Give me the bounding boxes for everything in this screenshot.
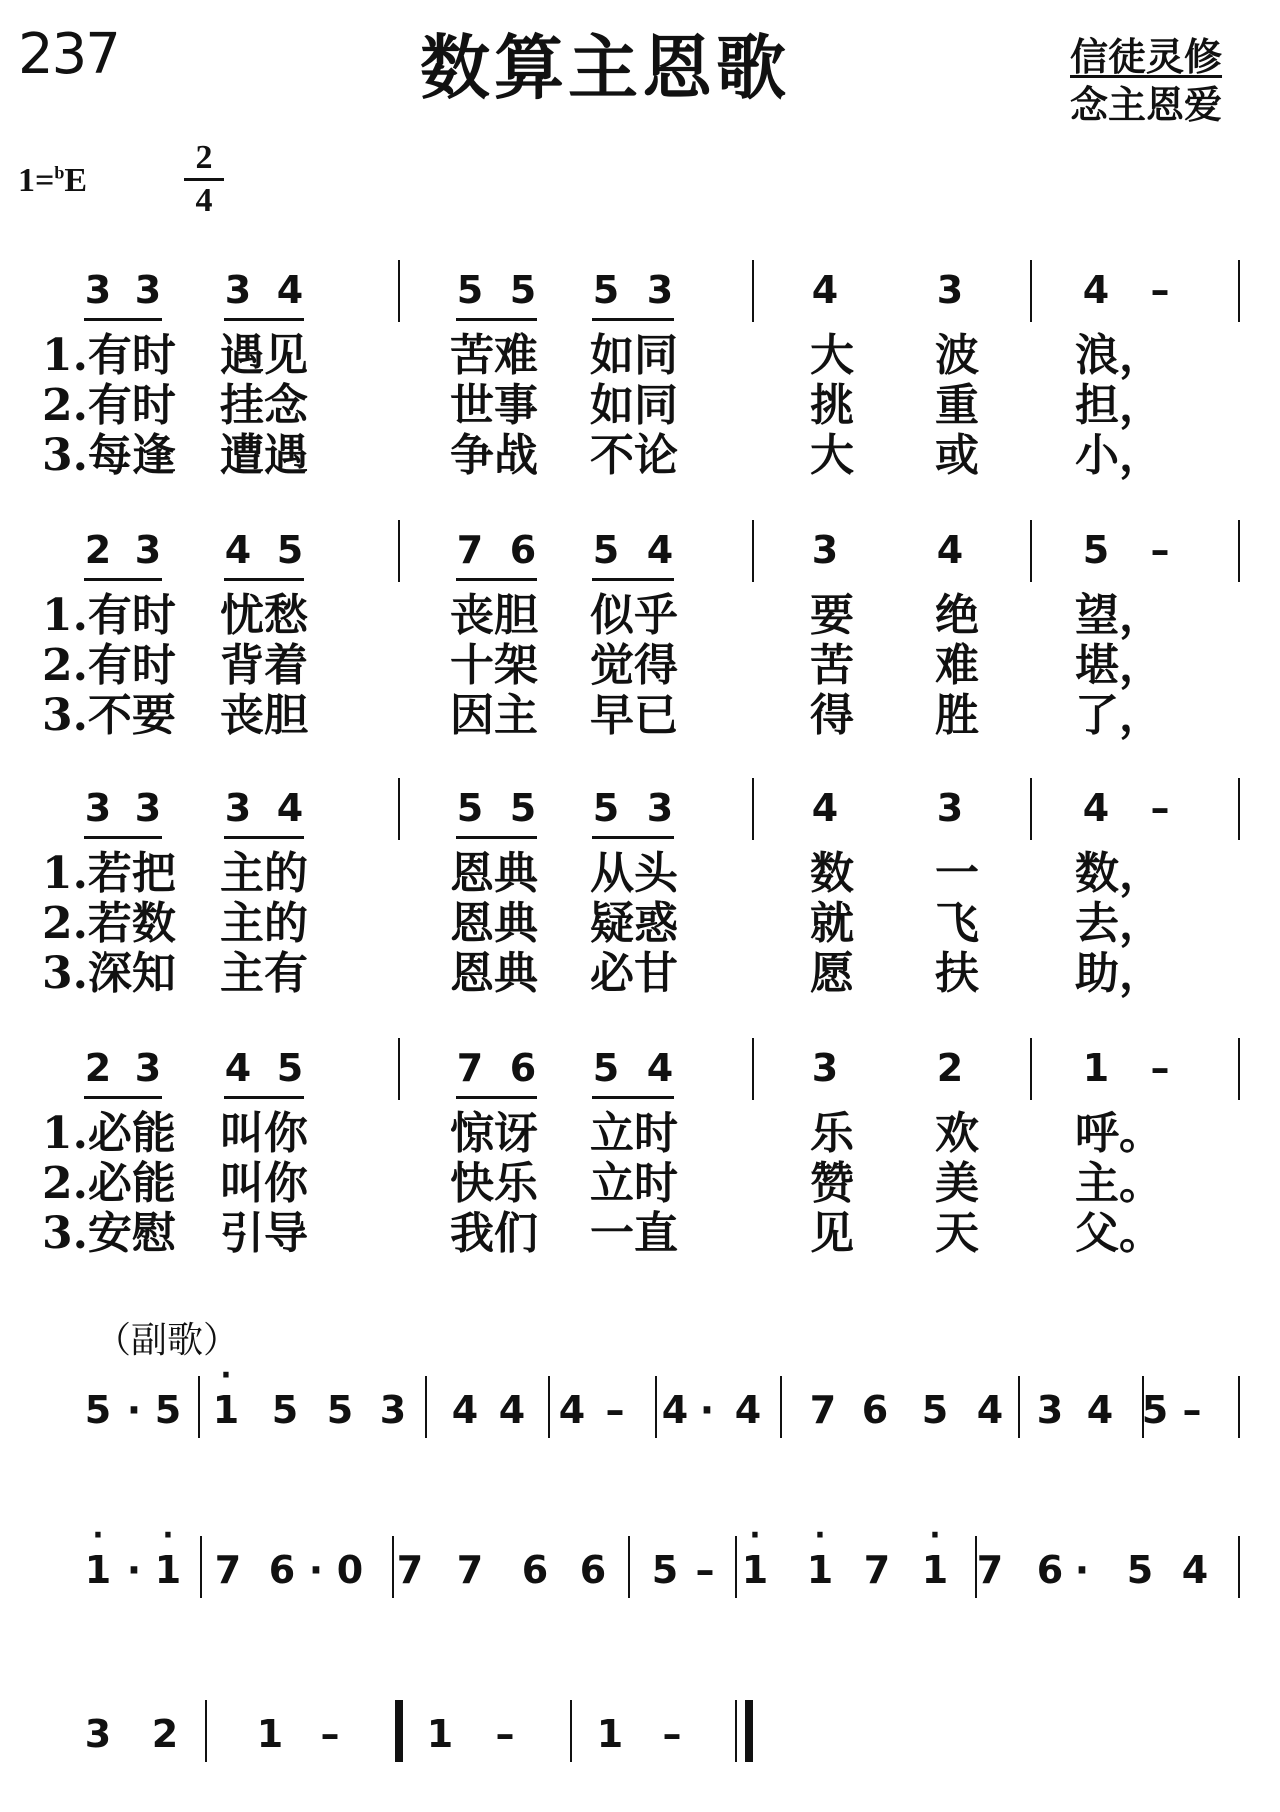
barline bbox=[398, 520, 400, 582]
refrain-note: 6 bbox=[1036, 1548, 1064, 1592]
refrain-note: 4 bbox=[976, 1388, 1004, 1432]
lyric-syllable: 立时 bbox=[590, 1158, 678, 1209]
lyric-syllable: 美 bbox=[935, 1158, 979, 1209]
note: 2 bbox=[84, 528, 112, 572]
note: 4 bbox=[646, 1046, 674, 1090]
lyric-syllable: 或 bbox=[935, 430, 979, 481]
note: 3 bbox=[811, 528, 839, 572]
note: 5 bbox=[456, 268, 484, 312]
lyric-syllable: 要 bbox=[810, 590, 854, 641]
lyric-syllable: 父。 bbox=[1075, 1208, 1163, 1259]
refrain-note: – bbox=[605, 1388, 625, 1432]
barline bbox=[1018, 1376, 1020, 1438]
lyric-syllable: 主有 bbox=[220, 948, 308, 999]
note: 3 bbox=[936, 786, 964, 830]
note: 4 bbox=[276, 786, 304, 830]
time-divider bbox=[184, 178, 224, 181]
lyric-syllable: 呼。 bbox=[1075, 1108, 1163, 1159]
lyric-syllable: 引导 bbox=[220, 1208, 308, 1259]
lyric-syllable: 2.有时 bbox=[42, 380, 176, 431]
refrain-note: · 1 bbox=[735, 1548, 775, 1592]
key-prefix: 1= bbox=[18, 162, 55, 199]
refrain-note: · 1 bbox=[206, 1388, 246, 1432]
refrain-note: 6 bbox=[579, 1548, 607, 1592]
refrain-note: 3 bbox=[379, 1388, 407, 1432]
note: 2 bbox=[84, 1046, 112, 1090]
refrain-note: · bbox=[126, 1548, 142, 1592]
lyric-syllable: 1.若把 bbox=[42, 848, 176, 899]
barline bbox=[1238, 260, 1240, 322]
refrain-note: 7 bbox=[863, 1548, 891, 1592]
barline bbox=[1238, 1038, 1240, 1100]
note: 3 bbox=[646, 786, 674, 830]
note: 3 bbox=[84, 786, 112, 830]
refrain-label: （副歌） bbox=[95, 1320, 240, 1361]
lyric-syllable: 乐 bbox=[810, 1108, 854, 1159]
note: 3 bbox=[134, 528, 162, 572]
lyric-syllable: 了， bbox=[1075, 690, 1163, 741]
refrain-note: 5 bbox=[1126, 1548, 1154, 1592]
lyric-syllable: 苦难 bbox=[450, 330, 538, 381]
barline bbox=[398, 260, 400, 322]
note: 7 bbox=[456, 1046, 484, 1090]
refrain-note: 7 bbox=[396, 1548, 424, 1592]
eighth-beam bbox=[224, 578, 304, 581]
lyric-syllable: 因主 bbox=[450, 690, 538, 741]
lyric-syllable: 3.安慰 bbox=[42, 1208, 176, 1259]
barline bbox=[205, 1700, 207, 1762]
refrain-note: 5 bbox=[921, 1388, 949, 1432]
refrain-note: 3 bbox=[1036, 1388, 1064, 1432]
lyric-syllable: 担， bbox=[1075, 380, 1163, 431]
lyric-syllable: 遭遇 bbox=[220, 430, 308, 481]
lyric-syllable: 立时 bbox=[590, 1108, 678, 1159]
lyric-syllable: 得 bbox=[810, 690, 854, 741]
key-signature bbox=[18, 162, 87, 200]
eighth-beam bbox=[84, 578, 162, 581]
eighth-beam bbox=[592, 318, 674, 321]
refrain-note: 5 bbox=[326, 1388, 354, 1432]
note: 4 bbox=[276, 268, 304, 312]
note: 4 bbox=[224, 528, 252, 572]
subcategory-label: 念主恩爱 bbox=[1070, 83, 1223, 127]
note: 4 bbox=[811, 268, 839, 312]
note: – bbox=[1150, 268, 1170, 312]
lyric-syllable: 一 bbox=[935, 848, 979, 899]
refrain-note: 5 bbox=[84, 1388, 112, 1432]
lyric-syllable: 数， bbox=[1075, 848, 1163, 899]
barline bbox=[780, 1376, 782, 1438]
barline bbox=[975, 1536, 977, 1598]
refrain-note: 4 bbox=[558, 1388, 586, 1432]
lyric-syllable: 扶 bbox=[935, 948, 979, 999]
barline bbox=[628, 1536, 630, 1598]
refrain-note: 4 bbox=[498, 1388, 526, 1432]
refrain-note: 7 bbox=[976, 1548, 1004, 1592]
lyric-syllable: 恩典 bbox=[450, 898, 538, 949]
lyric-syllable: 遇见 bbox=[220, 330, 308, 381]
barline bbox=[752, 260, 754, 322]
lyric-syllable: 挂念 bbox=[220, 380, 308, 431]
barline bbox=[752, 520, 754, 582]
lyric-syllable: 胜 bbox=[935, 690, 979, 741]
lyric-syllable: 3.不要 bbox=[42, 690, 176, 741]
note: 3 bbox=[936, 268, 964, 312]
lyric-syllable: 2.若数 bbox=[42, 898, 176, 949]
key-flat: b bbox=[54, 162, 65, 183]
lyric-syllable: 数 bbox=[810, 848, 854, 899]
note: 3 bbox=[224, 268, 252, 312]
eighth-beam bbox=[456, 318, 537, 321]
lyric-syllable: 飞 bbox=[935, 898, 979, 949]
lyric-syllable: 堪， bbox=[1075, 640, 1163, 691]
refrain-note: · bbox=[699, 1388, 715, 1432]
note: 5 bbox=[592, 268, 620, 312]
eighth-beam bbox=[224, 836, 304, 839]
lyric-syllable: 必甘 bbox=[590, 948, 678, 999]
note: 5 bbox=[592, 1046, 620, 1090]
lyric-syllable: 波 bbox=[935, 330, 979, 381]
barline bbox=[1030, 778, 1032, 840]
lyric-syllable: 1.必能 bbox=[42, 1108, 176, 1159]
barline bbox=[1030, 520, 1032, 582]
barline bbox=[752, 1038, 754, 1100]
note: 5 bbox=[509, 268, 537, 312]
lyric-syllable: 觉得 bbox=[590, 640, 678, 691]
final-double-bar bbox=[395, 1700, 403, 1762]
note: 3 bbox=[224, 786, 252, 830]
lyric-syllable: 我们 bbox=[450, 1208, 538, 1259]
barline bbox=[752, 778, 754, 840]
lyric-syllable: 似乎 bbox=[590, 590, 678, 641]
lyric-syllable: 争战 bbox=[450, 430, 538, 481]
barline bbox=[548, 1376, 550, 1438]
refrain-note: 4 bbox=[1181, 1548, 1209, 1592]
eighth-beam bbox=[456, 578, 537, 581]
refrain-note: 1 bbox=[426, 1712, 454, 1756]
note: 5 bbox=[276, 1046, 304, 1090]
refrain-note: 4 bbox=[734, 1388, 762, 1432]
refrain-note: · 1 bbox=[800, 1548, 840, 1592]
lyric-syllable: 主的 bbox=[220, 898, 308, 949]
lyric-syllable: 叫你 bbox=[220, 1108, 308, 1159]
barline bbox=[1030, 260, 1032, 322]
refrain-note: 7 bbox=[456, 1548, 484, 1592]
eighth-beam bbox=[592, 1096, 674, 1099]
note: 5 bbox=[592, 786, 620, 830]
lyric-syllable: 丧胆 bbox=[220, 690, 308, 741]
note: 5 bbox=[276, 528, 304, 572]
barline bbox=[398, 1038, 400, 1100]
note: 5 bbox=[509, 786, 537, 830]
lyric-syllable: 愿 bbox=[810, 948, 854, 999]
barline bbox=[1238, 778, 1240, 840]
note: 4 bbox=[811, 786, 839, 830]
lyric-syllable: 惊讶 bbox=[450, 1108, 538, 1159]
lyric-syllable: 不论 bbox=[590, 430, 678, 481]
refrain-note: 4 bbox=[661, 1388, 689, 1432]
lyric-syllable: 恩典 bbox=[450, 848, 538, 899]
refrain-note: · 1 bbox=[78, 1548, 118, 1592]
lyric-syllable: 忧愁 bbox=[220, 590, 308, 641]
barline bbox=[1030, 1038, 1032, 1100]
refrain-note: – bbox=[320, 1712, 340, 1756]
lyric-syllable: 2.有时 bbox=[42, 640, 176, 691]
refrain-note: 7 bbox=[809, 1388, 837, 1432]
refrain-note: · bbox=[308, 1548, 324, 1592]
note: 4 bbox=[646, 528, 674, 572]
note: 3 bbox=[134, 268, 162, 312]
lyric-syllable: 1.有时 bbox=[42, 590, 176, 641]
key-note: E bbox=[64, 162, 88, 199]
lyric-syllable: 大 bbox=[810, 430, 854, 481]
barline bbox=[200, 1536, 202, 1598]
note: – bbox=[1150, 786, 1170, 830]
eighth-beam bbox=[84, 1096, 162, 1099]
eighth-beam bbox=[456, 836, 537, 839]
lyric-syllable: 欢 bbox=[935, 1108, 979, 1159]
lyric-syllable: 背着 bbox=[220, 640, 308, 691]
barline bbox=[1238, 1536, 1240, 1598]
lyric-syllable: 挑 bbox=[810, 380, 854, 431]
note: – bbox=[1150, 528, 1170, 572]
refrain-note: 1 bbox=[256, 1712, 284, 1756]
lyric-syllable: 一直 bbox=[590, 1208, 678, 1259]
eighth-beam bbox=[84, 318, 162, 321]
lyric-syllable: 赞 bbox=[810, 1158, 854, 1209]
time-signature bbox=[184, 140, 224, 219]
refrain-note: – bbox=[695, 1548, 715, 1592]
lyric-syllable: 主的 bbox=[220, 848, 308, 899]
refrain-note: 6 bbox=[268, 1548, 296, 1592]
lyric-syllable: 3.每逢 bbox=[42, 430, 176, 481]
refrain-note: – bbox=[1182, 1388, 1202, 1432]
refrain-note: · 1 bbox=[915, 1548, 955, 1592]
note: 5 bbox=[456, 786, 484, 830]
barline bbox=[425, 1376, 427, 1438]
note: 3 bbox=[84, 268, 112, 312]
lyric-syllable: 主。 bbox=[1075, 1158, 1163, 1209]
note: 2 bbox=[936, 1046, 964, 1090]
barline bbox=[655, 1376, 657, 1438]
note: 4 bbox=[1082, 786, 1110, 830]
lyric-syllable: 见 bbox=[810, 1208, 854, 1259]
barline bbox=[198, 1376, 200, 1438]
refrain-note: 0 bbox=[336, 1548, 364, 1592]
refrain-note: 3 bbox=[84, 1712, 112, 1756]
lyric-syllable: 丧胆 bbox=[450, 590, 538, 641]
category-label: 信徒灵修 bbox=[1070, 35, 1223, 79]
refrain-note: · bbox=[1074, 1548, 1090, 1592]
time-top: 2 bbox=[195, 139, 213, 176]
refrain-note: · 1 bbox=[148, 1548, 188, 1592]
lyric-syllable: 就 bbox=[810, 898, 854, 949]
refrain-note: 7 bbox=[214, 1548, 242, 1592]
barline bbox=[1142, 1376, 1144, 1438]
refrain-note: 5 bbox=[1141, 1388, 1169, 1432]
lyric-syllable: 恩典 bbox=[450, 948, 538, 999]
lyric-syllable: 小， bbox=[1075, 430, 1163, 481]
note: 3 bbox=[134, 1046, 162, 1090]
note: 5 bbox=[1082, 528, 1110, 572]
eighth-beam bbox=[224, 318, 304, 321]
note: 4 bbox=[936, 528, 964, 572]
note: 6 bbox=[509, 528, 537, 572]
eighth-beam bbox=[84, 836, 162, 839]
lyric-syllable: 去， bbox=[1075, 898, 1163, 949]
note: 4 bbox=[1082, 268, 1110, 312]
barline bbox=[392, 1536, 394, 1598]
lyric-syllable: 如同 bbox=[590, 380, 678, 431]
lyric-syllable: 早已 bbox=[590, 690, 678, 741]
note: 3 bbox=[134, 786, 162, 830]
note: 6 bbox=[509, 1046, 537, 1090]
lyric-syllable: 疑惑 bbox=[590, 898, 678, 949]
eighth-beam bbox=[456, 1096, 537, 1099]
lyric-syllable: 2.必能 bbox=[42, 1158, 176, 1209]
note: 3 bbox=[646, 268, 674, 312]
hymn-number: 237 bbox=[18, 22, 119, 87]
refrain-note: 4 bbox=[451, 1388, 479, 1432]
refrain-note: – bbox=[662, 1712, 682, 1756]
lyric-syllable: 叫你 bbox=[220, 1158, 308, 1209]
barline bbox=[398, 778, 400, 840]
refrain-note: · bbox=[126, 1388, 142, 1432]
lyric-syllable: 1.有时 bbox=[42, 330, 176, 381]
lyric-syllable: 天 bbox=[935, 1208, 979, 1259]
lyric-syllable: 3.深知 bbox=[42, 948, 176, 999]
refrain-note: – bbox=[495, 1712, 515, 1756]
refrain-note: 6 bbox=[521, 1548, 549, 1592]
refrain-note: 5 bbox=[271, 1388, 299, 1432]
eighth-beam bbox=[224, 1096, 304, 1099]
barline bbox=[1238, 1376, 1240, 1438]
refrain-note: 6 bbox=[861, 1388, 889, 1432]
note: 1 bbox=[1082, 1046, 1110, 1090]
lyric-syllable: 助， bbox=[1075, 948, 1163, 999]
barline bbox=[570, 1700, 572, 1762]
eighth-beam bbox=[592, 578, 674, 581]
lyric-syllable: 从头 bbox=[590, 848, 678, 899]
note: 7 bbox=[456, 528, 484, 572]
note: 4 bbox=[224, 1046, 252, 1090]
lyric-syllable: 望， bbox=[1075, 590, 1163, 641]
lyric-syllable: 世事 bbox=[450, 380, 538, 431]
final-double-bar bbox=[745, 1700, 753, 1762]
refrain-note: 5 bbox=[154, 1388, 182, 1432]
lyric-syllable: 如同 bbox=[590, 330, 678, 381]
refrain-note: 4 bbox=[1086, 1388, 1114, 1432]
hymn-title: 数算主恩歌 bbox=[420, 27, 790, 109]
lyric-syllable: 快乐 bbox=[450, 1158, 538, 1209]
barline bbox=[735, 1536, 737, 1598]
barline bbox=[1238, 520, 1240, 582]
note: 5 bbox=[592, 528, 620, 572]
refrain-note: 1 bbox=[596, 1712, 624, 1756]
eighth-beam bbox=[592, 836, 674, 839]
lyric-syllable: 浪， bbox=[1075, 330, 1163, 381]
lyric-syllable: 十架 bbox=[450, 640, 538, 691]
lyric-syllable: 难 bbox=[935, 640, 979, 691]
time-bottom: 4 bbox=[195, 182, 213, 219]
refrain-note: 5 bbox=[651, 1548, 679, 1592]
note: 3 bbox=[811, 1046, 839, 1090]
lyric-syllable: 大 bbox=[810, 330, 854, 381]
lyric-syllable: 苦 bbox=[810, 640, 854, 691]
final-double-bar bbox=[735, 1700, 737, 1762]
refrain-note: 2 bbox=[151, 1712, 179, 1756]
note: – bbox=[1150, 1046, 1170, 1090]
lyric-syllable: 重 bbox=[935, 380, 979, 431]
lyric-syllable: 绝 bbox=[935, 590, 979, 641]
